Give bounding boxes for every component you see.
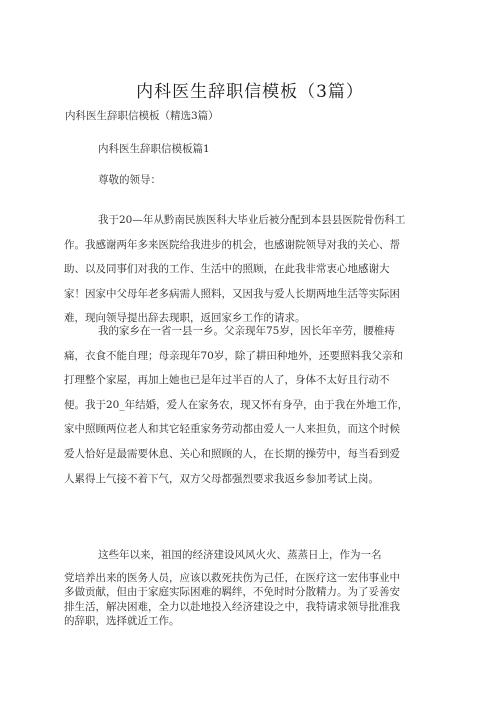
paragraph-line: 排生活，解决困难，全力以赴地投入经济建设之中，我特请求领导批准我 — [64, 600, 400, 613]
paragraph-2 — [64, 319, 408, 491]
paragraph-line: 便。我于20_年结婚，爱人在家务农，现又怀有身孕，由于我在外地工作， — [64, 398, 409, 411]
paragraph-3 — [64, 543, 382, 568]
paragraph-line: 这些年以来，祖国的经济建设风风火火、蒸蒸日上，作为一名 — [98, 549, 382, 561]
paragraph-line: 作。我感谢两年多来医院给我进步的机会，也感谢院领导对我的关心、帮 — [64, 238, 400, 251]
paragraph-line: 人累得上气接不着下气，双方父母都强烈要求我返乡参加考试上岗。 — [64, 472, 379, 485]
paragraph-line: 多做贡献，但由于家庭实际困难的羁绊，不免时时分散精力。为了妥善安 — [64, 586, 400, 599]
document-subtitle: 内科医生辞职信模板（精选3篇） — [65, 110, 219, 122]
document-title: 内科医生辞职信模板（3篇） — [136, 82, 364, 102]
paragraph-line: 的辞职，选择就近工作。 — [64, 615, 180, 628]
paragraph-line: 难，现向领导提出辞去现职，返回家乡工作的请求。 — [64, 312, 306, 325]
paragraph-line: 爱人恰好是最需要休息、关心和照顾的人，在长期的操劳中，每当看到爱 — [64, 447, 400, 460]
paragraph-4 — [64, 571, 400, 629]
paragraph-line: 我的家乡在一省一县一乡。父亲现年75岁，因长年辛劳，腰椎痔 — [98, 325, 395, 337]
paragraph-line: 党培养出来的医务人员，应该以救死扶伤为己任，在医疗这一宏伟事业中 — [64, 572, 400, 584]
paragraph-line: 家！因家中父母年老多病需人照料，又因我与爱人长期两地生活等实际困 — [64, 287, 400, 300]
paragraph-line: 打理整个家屋，再加上她也已是年过半百的人了，身体不太好且行动不 — [64, 374, 390, 387]
paragraph-line: 痛，衣食不能自理；母亲现年70岁，除了耕田种地外，还要照料我父亲和 — [64, 349, 403, 362]
section-heading: 内科医生辞职信模板篇1 — [98, 143, 210, 155]
paragraph-1 — [64, 208, 405, 331]
paragraph-line: 助、以及同事们对我的工作、生活中的照顾，在此我非常衷心地感谢大 — [64, 263, 390, 276]
letter-greeting: 尊敬的领导： — [98, 174, 161, 186]
paragraph-line: 家中照顾两位老人和其它轻重家务劳动都由爱人一人来担负，而这个时候 — [64, 423, 400, 436]
paragraph-line: 我于20—年从黔南民族医科大毕业后被分配到本县县医院骨伤科工 — [98, 214, 406, 226]
